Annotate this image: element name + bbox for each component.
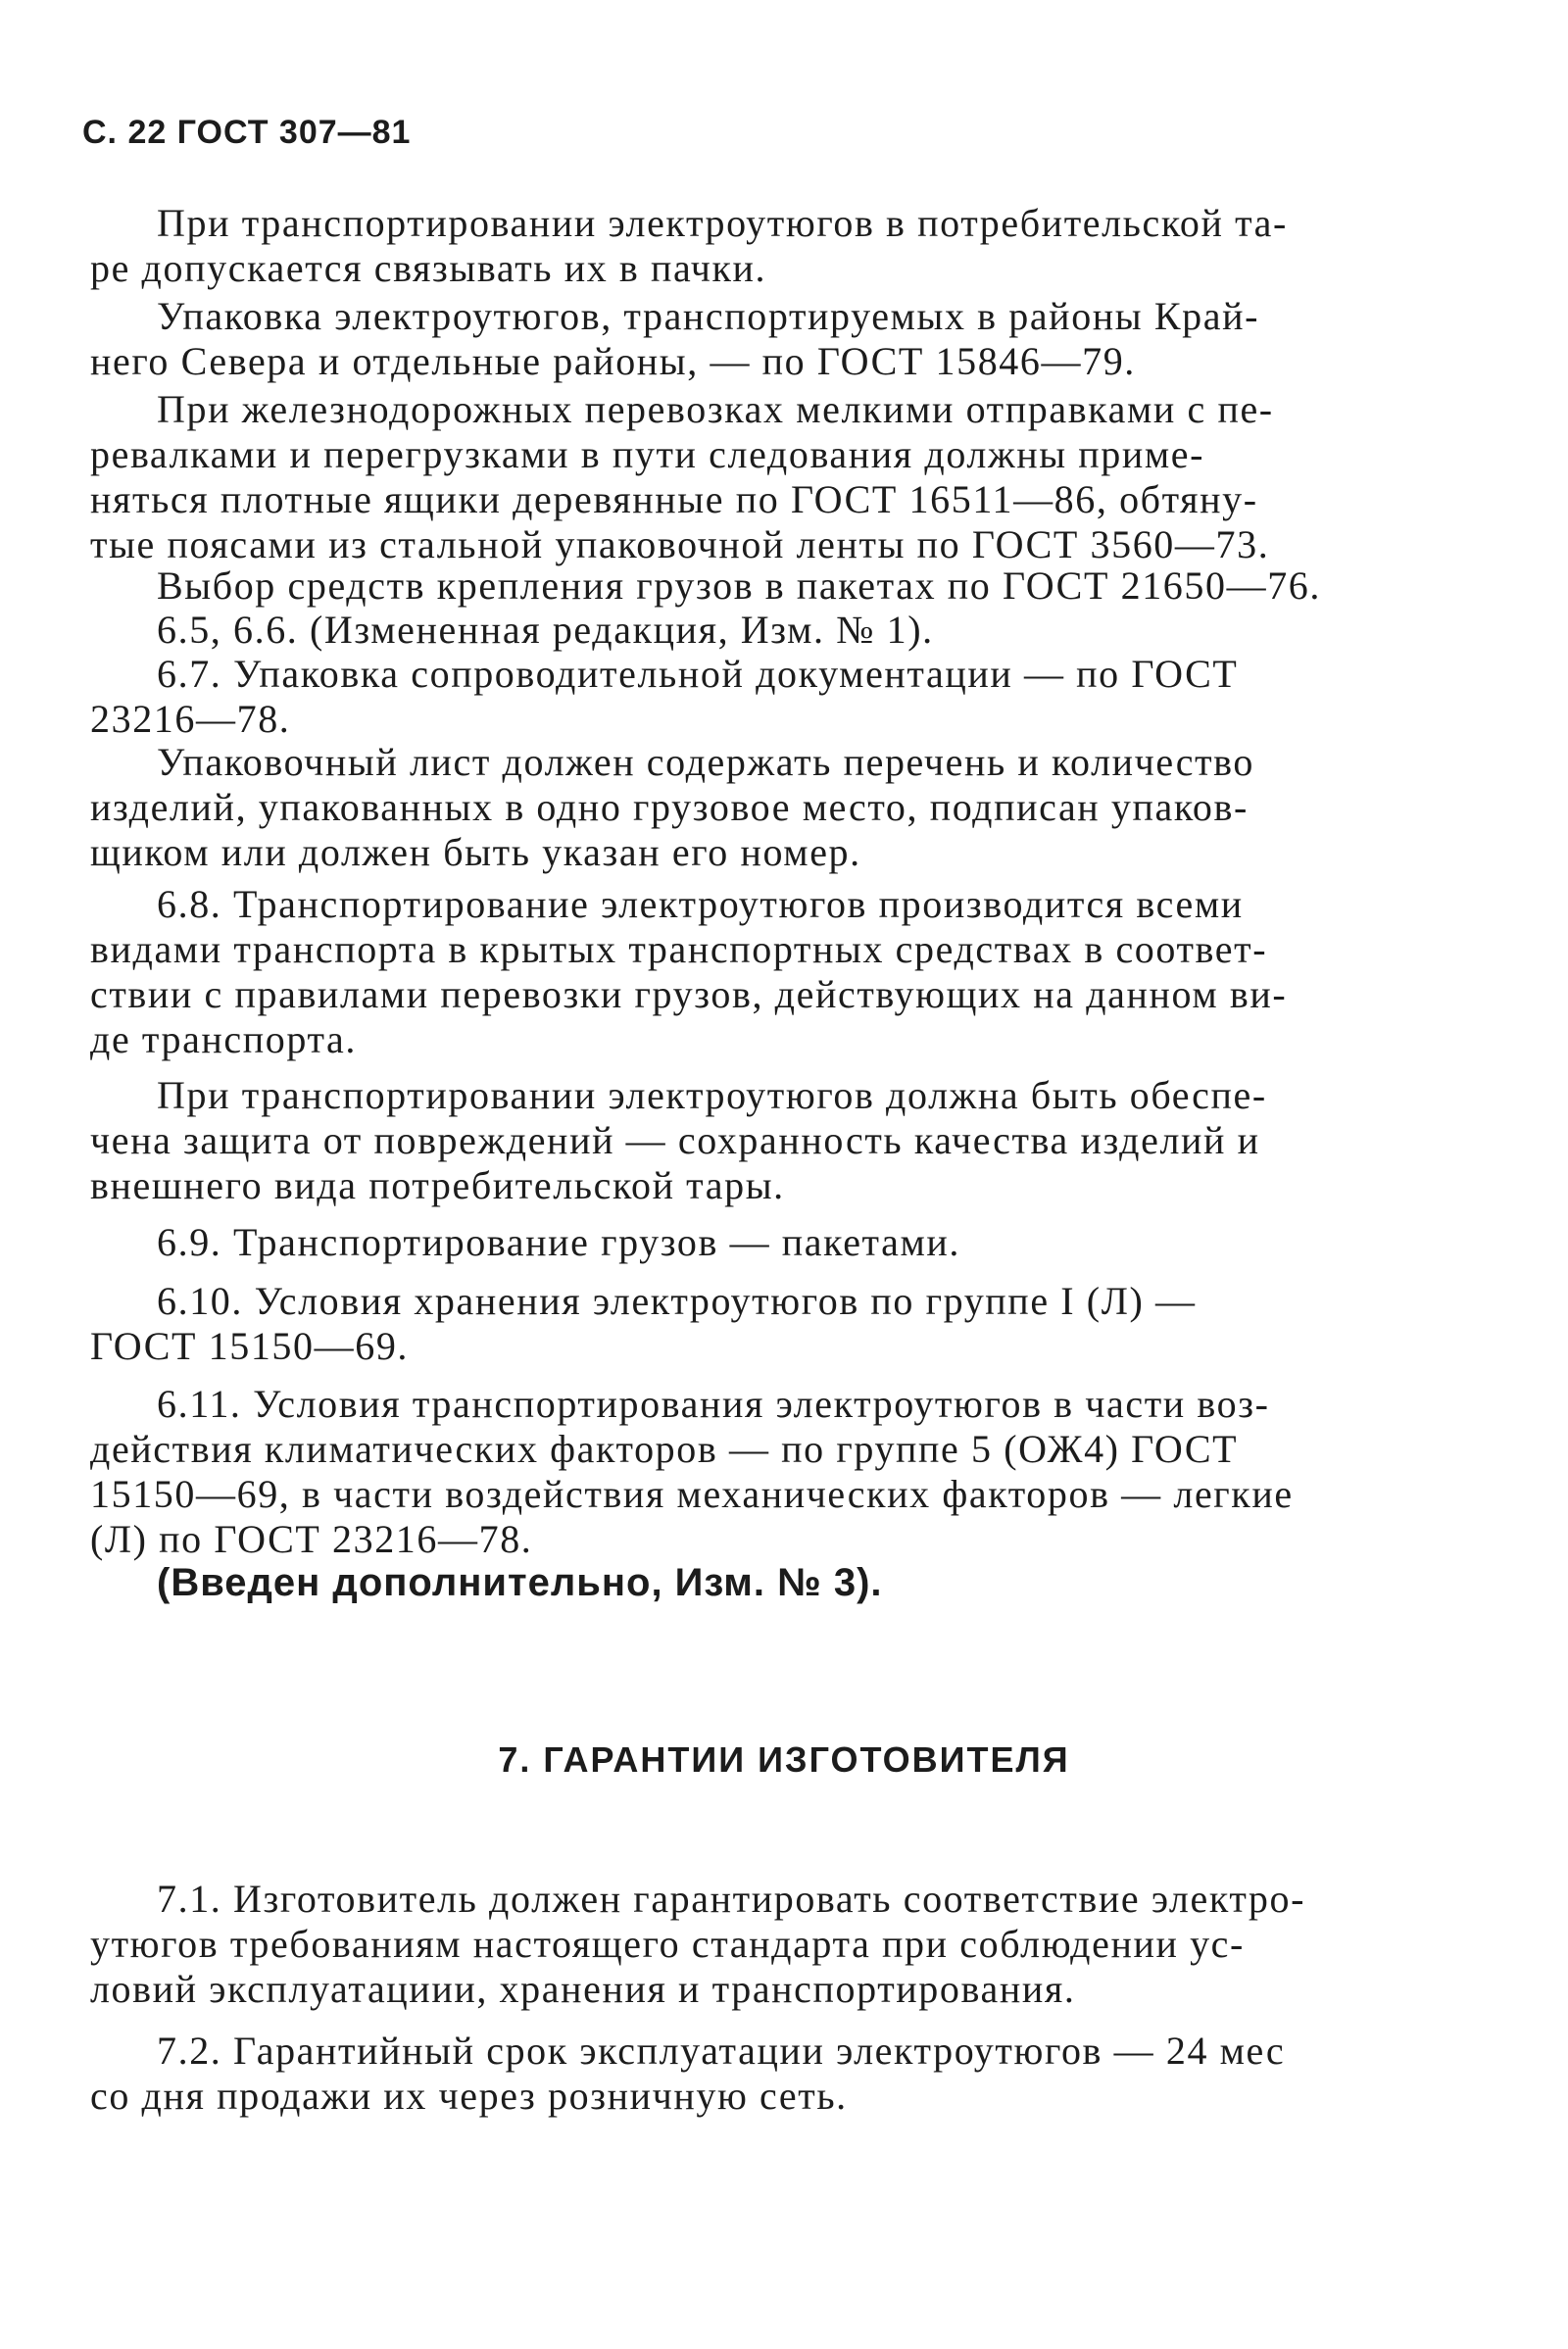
text-line: (Л) по ГОСТ 23216—78. bbox=[90, 1517, 533, 1561]
text-line: де транспорта. bbox=[90, 1017, 357, 1061]
text-line: него Севера и отдельные районы, — по ГОСТ 15846—79. bbox=[90, 339, 1136, 383]
text-line: утюгов требованиям настоящего стандарта при соблюдении ус- bbox=[90, 1922, 1245, 1966]
text-line: При транспортировании электроутюгов должна быть обеспе- bbox=[157, 1073, 1267, 1117]
paragraph-amendment-1 bbox=[90, 608, 1443, 653]
text-line: ГОСТ 15150—69. bbox=[90, 1324, 410, 1368]
paragraph-7-1 bbox=[90, 1877, 1443, 2012]
text-line: няться плотные ящики деревянные по ГОСТ 16511—86, обтяну- bbox=[90, 477, 1258, 521]
paragraph-6-11 bbox=[90, 1382, 1443, 1562]
text-line: видами транспорта в крытых транспортных средствах в соответ- bbox=[90, 927, 1268, 971]
paragraph-amendment-3 bbox=[90, 1560, 1443, 1605]
text-line: 6.5, 6.6. (Измененная редакция, Изм. № 1). bbox=[157, 608, 934, 652]
paragraph-6-7 bbox=[90, 652, 1443, 742]
text-line: ловий эксплуатациии, хранения и транспортирования. bbox=[90, 1967, 1076, 2011]
text-line: ревалками и перегрузками в пути следования должны приме- bbox=[90, 432, 1205, 476]
text-line: действия климатических факторов — по группе 5 (ОЖ4) ГОСТ bbox=[90, 1427, 1239, 1471]
text-line: 6.8. Транспортирование электроутюгов производится всеми bbox=[157, 882, 1244, 926]
text-line: (Введен дополнительно, Изм. № 3). bbox=[157, 1561, 883, 1604]
text-line: тые поясами из стальной упаковочной ленты по ГОСТ 3560—73. bbox=[90, 522, 1270, 566]
text-line: 7.2. Гарантийный срок эксплуатации электроутюгов — 24 мес bbox=[157, 2029, 1286, 2073]
paragraph-7-2 bbox=[90, 2029, 1443, 2119]
section-title: 7. ГАРАНТИИ ИЗГОТОВИТЕЛЯ bbox=[498, 1739, 1070, 1780]
text-line: 23216—78. bbox=[90, 697, 291, 741]
text-line: 6.7. Упаковка сопроводительной документации — по ГОСТ bbox=[157, 652, 1239, 696]
text-line: При железнодорожных перевозках мелкими отправками с пе- bbox=[157, 387, 1274, 431]
text-line: 7.1. Изготовитель должен гарантировать соответствие электро- bbox=[157, 1877, 1306, 1921]
text-line: Упаковочный лист должен содержать перечень и количество bbox=[157, 740, 1254, 784]
paragraph-6-8 bbox=[90, 882, 1443, 1062]
paragraph-tara bbox=[90, 201, 1443, 291]
text-line: Упаковка электроутюгов, транспортируемых в районы Край- bbox=[157, 294, 1260, 338]
text-line: 6.11. Условия транспортирования электроутюгов в части воз- bbox=[157, 1382, 1270, 1426]
text-line: 15150—69, в части воздействия механических факторов — легкие bbox=[90, 1472, 1294, 1516]
text-line: ре допускается связывать их в пачки. bbox=[90, 246, 767, 290]
paragraph-6-10 bbox=[90, 1279, 1443, 1369]
text-line: внешнего вида потребительской тары. bbox=[90, 1163, 785, 1207]
text-line: Выбор средств крепления грузов в пакетах по ГОСТ 21650—76. bbox=[157, 563, 1321, 608]
paragraph-north bbox=[90, 294, 1443, 384]
text-line: изделий, упакованных в одно грузовое место, подписан упаков- bbox=[90, 785, 1249, 829]
text-line: 6.9. Транспортирование грузов — пакетами. bbox=[157, 1220, 960, 1264]
text-line: 6.10. Условия хранения электроутюгов по группе I (Л) — bbox=[157, 1279, 1197, 1323]
text-line: щиком или должен быть указан его номер. bbox=[90, 830, 861, 874]
text-line: ствии с правилами перевозки грузов, действующих на данном ви- bbox=[90, 972, 1288, 1016]
paragraph-packing-list bbox=[90, 740, 1443, 875]
text-line: При транспортировании электроутюгов в потребительской та- bbox=[157, 201, 1288, 245]
paragraph-railway bbox=[90, 387, 1443, 567]
text-line: со дня продажи их через розничную сеть. bbox=[90, 2074, 848, 2118]
page-header: С. 22 ГОСТ 307—81 bbox=[82, 114, 412, 151]
paragraph-fastening bbox=[90, 563, 1443, 609]
paragraph-6-9 bbox=[90, 1220, 1443, 1265]
paragraph-protection bbox=[90, 1073, 1443, 1208]
text-line: чена защита от повреждений — сохранность качества изделий и bbox=[90, 1118, 1260, 1162]
